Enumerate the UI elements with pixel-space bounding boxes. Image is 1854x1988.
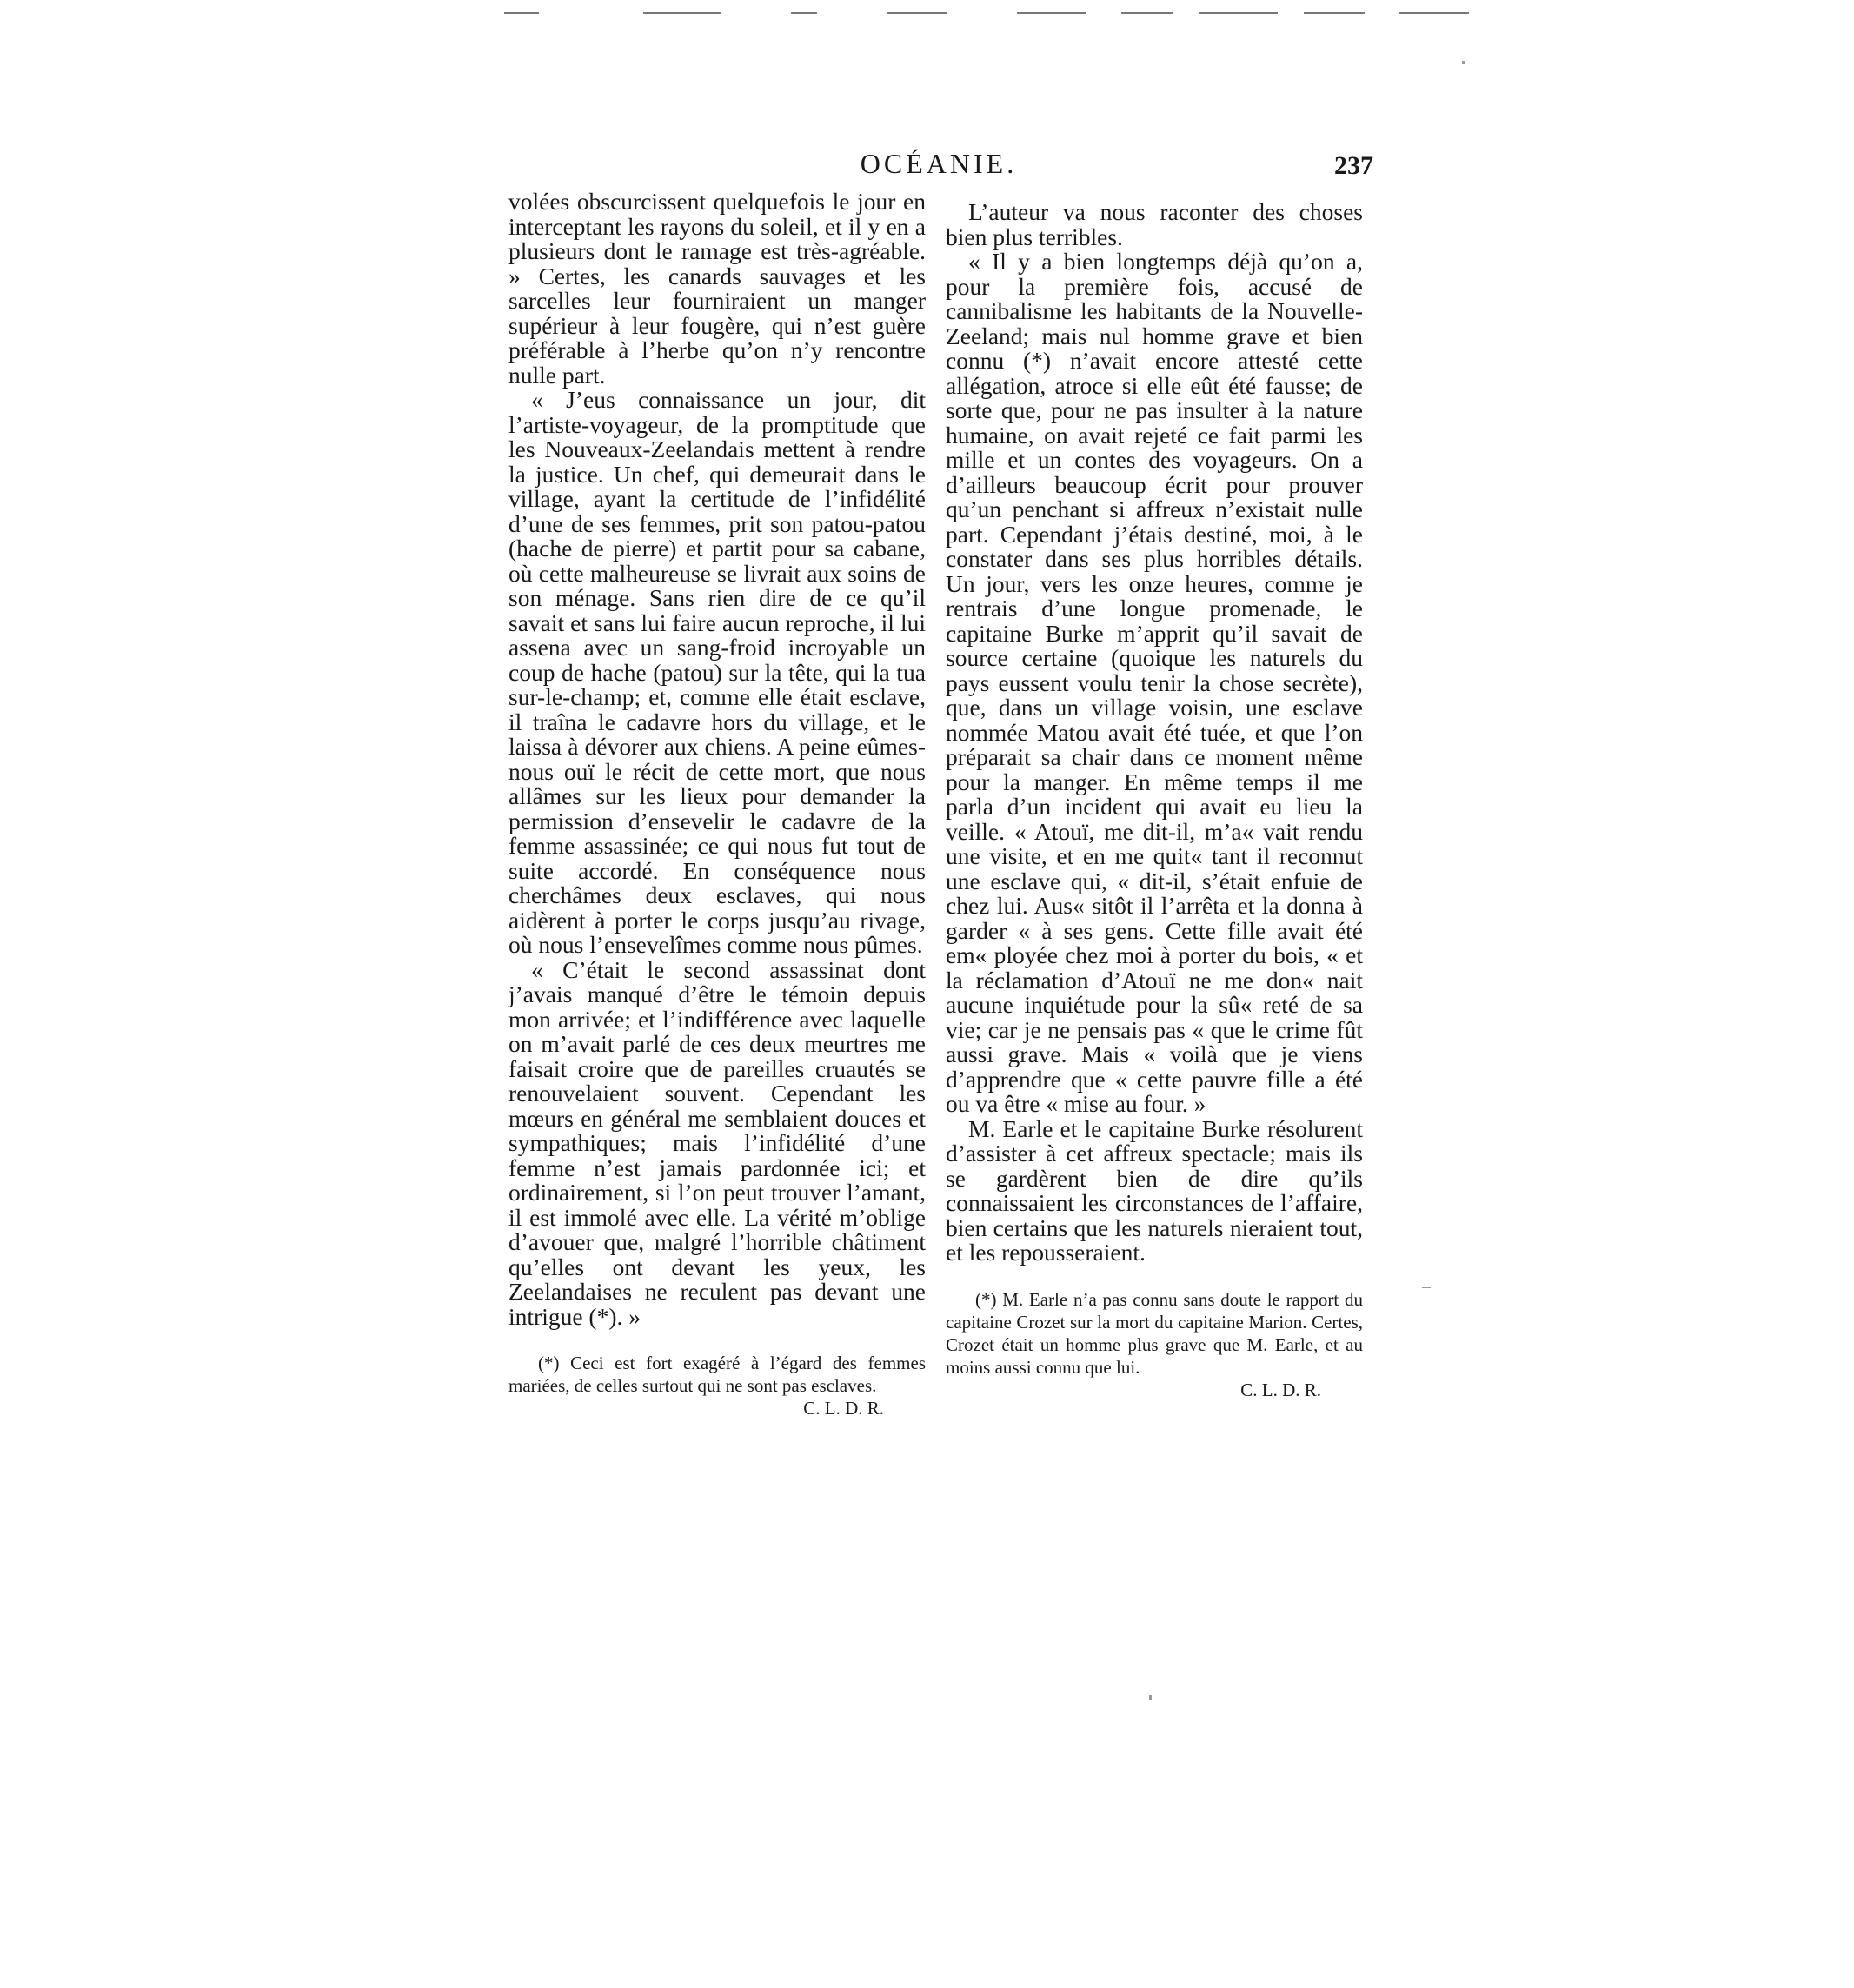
paragraph: « C’était le second assassinat dont j’avais manqué d’être le témoin depuis mon arrivée; et l’indifférence avec laquelle on m’avait parlé de ces deux meurtres me faisait croire que de pareilles cruautés se renouvelaient souvent. Cependant les mœurs en général me semblaient douces et sympathiques; mais l’infidélité d’une femme n’est jamais pardonnée ici; et ordinairement, si l’on peut trouver l’amant, il est immolé avec elle. La vérité m’oblige d’avouer que, malgré l’horrible châtiment qu’elles ont devant les yeux, les Zeelandaises ne reculent pas devant une intrigue (*). »: [508, 955, 926, 1330]
paragraph: M. Earle et le capitaine Burke résolurent d’assister à cet affreux spectacle; mais ils se gardèrent bien de dire qu’ils connaissaient les circonstances de l’affaire, bien certains que les naturels nieraient tout, et les repousseraient.: [946, 1114, 1363, 1266]
footnote: [508, 1352, 926, 1420]
scan-speck: [1422, 1287, 1431, 1288]
paragraph: L’auteur va nous raconter des choses bien plus terribles.: [946, 198, 1363, 250]
paragraph: « Il y a bien longtemps déjà qu’on a, pour la première fois, accusé de cannibalisme les habitants de la Nouvelle-Zeeland; mais nul homme grave et bien connu (*) n’avait encore attesté cette allégation, atroce si elle eût été fausse; de sorte que, pour ne pas insulter à la nature humaine, on avait rejeté ce fait parmi les mille et un contes des voyageurs. On a d’ailleurs beaucoup écrit pour prouver qu’un penchant si affreux n’existait nulle part. Cependant j’étais destiné, moi, à le constater dans ses plus horribles détails. Un jour, vers les onze heures, comme je rentrais d’une longue promenade, le capitaine Burke m’apprit qu’il savait de source certaine (quoique les naturels du pays eussent voulu tenir la chose secrète), que, dans un village voisin, une esclave nommée Matou avait été tuée, et que l’on préparait sa chair dans ce moment même pour la manger. En même temps il me parla d’un incident qui avait eu lieu la veille. « Atouï, me dit-il, m’a« vait rendu une visite, et en me quit« tant il reconnut une esclave qui, « dit-il, s’était enfuie de chez lui. Aus« sitôt il l’arrêta et la donna à garder « à ses gens. Cette fille avait été em« ployée chez moi à porter du bois, « et la réclamation d’Atouï ne me don« nait aucune inquiétude pour la sû« reté de sa vie; car je ne pensais pas « que le crime fût aussi grave. Mais « voilà que je viens d’apprendre que « cette pauvre fille a été ou va être « mise au four. »: [946, 248, 1363, 1117]
right-column: [946, 200, 1363, 1401]
left-column: [508, 189, 926, 1420]
page-header: [504, 148, 1373, 189]
scan-speck: [1149, 1695, 1152, 1700]
footnote: [946, 1288, 1363, 1401]
paragraph: volées obscurcissent quelquefois le jour en interceptant les rayons du soleil, et il y en a plusieurs dont le ramage est très-agréable. » Certes, les canards sauvages et les sarcelles leur fourniraient un manger supérieur à leur fougère, qui n’est guère préférable à l’herbe qu’on n’y rencontre nulle part.: [508, 188, 926, 389]
scan-edge-marks: [504, 7, 1486, 19]
paragraph: « J’eus connaissance un jour, dit l’artiste-voyageur, de la promptitude que les Nouveaux-Zeelandais mettent à rendre la justice. Un chef, qui demeurait dans le village, ayant la certitude de l’infidélité d’une de ses femmes, prit son patou-patou (hache de pierre) et partit pour sa cabane, où cette malheureuse se livrait aux soins de son ménage. Sans rien dire de ce qu’il savait et sans lui faire aucun reproche, il lui assena avec un sang-froid incroyable un coup de hache (patou) sur la tête, qui la tua sur-le-champ; et, comme elle était esclave, il traîna le cadavre hors du village, et le laissa à dévorer aux chiens. A peine eûmes-nous ouï le récit de cette mort, que nous allâmes sur les lieux pour demander la permission d’ensevelir le cadavre de la femme assassinée; ce qui nous fut tout de suite accordé. En conséquence nous cherchâmes deux esclaves, qui nous aidèrent à porter le corps jusqu’au rivage, où nous l’ensevelîmes comme nous pûmes.: [508, 386, 926, 958]
footnote-text: (*) Ceci est fort exagéré à l’égard des femmes mariées, de celles surtout qui ne sont pas esclaves.: [508, 1353, 926, 1396]
footnote-signature: C. L. D. R.: [803, 1398, 884, 1419]
scan-speck: [1462, 61, 1465, 64]
footnote-text: (*) M. Earle n’a pas connu sans doute le rapport du capitaine Crozet sur la mort du capitaine Marion. Certes, Crozet était un homme plus grave que M. Earle, et au moins aussi connu que lui.: [946, 1288, 1363, 1378]
running-title: OCÉANIE.: [860, 148, 1018, 179]
page-number: 237: [1334, 151, 1373, 180]
footnote-signature: C. L. D. R.: [1240, 1379, 1321, 1400]
